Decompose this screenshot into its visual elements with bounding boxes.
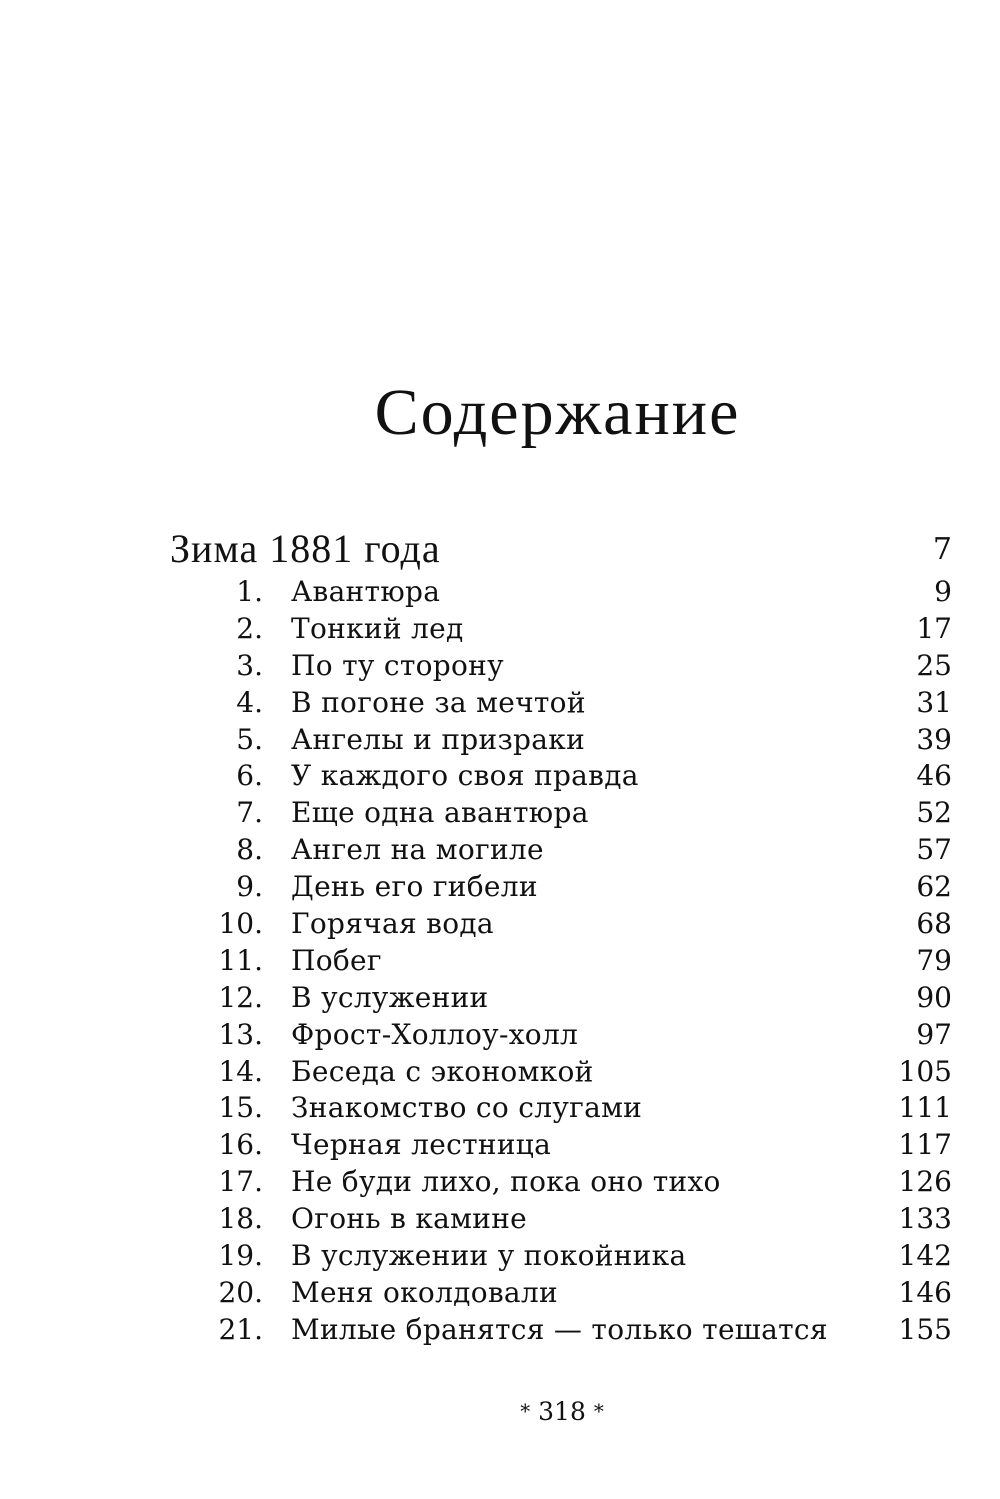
toc-entry — [0, 906, 1000, 943]
toc-entry-page: 52 — [916, 796, 952, 830]
toc-entry-page: 57 — [916, 833, 952, 867]
toc-entry-title: Знакомство со слугами — [291, 1091, 643, 1125]
toc-entry-number: 20. — [218, 1275, 263, 1309]
toc-entry-title: Побег — [291, 943, 382, 977]
toc-entry-title: День его гибели — [291, 870, 538, 904]
toc-entry-title: Ангелы и призраки — [291, 722, 586, 756]
toc-entry-title: Ангел на могиле — [291, 833, 544, 867]
toc-entry-title: Милые бранятся — только тешатся — [291, 1312, 828, 1346]
folio-ornament-right: * — [593, 1399, 604, 1423]
toc-entry-number: 7. — [236, 796, 263, 830]
toc-entry-number: 1. — [236, 575, 263, 608]
toc-entry — [0, 1164, 1000, 1201]
toc-entry-page: 126 — [898, 1165, 952, 1199]
toc-entry-page: 25 — [916, 648, 952, 682]
toc-entry-title: Не буди лихо, пока оно тихо — [291, 1165, 721, 1199]
toc-entry-page: 46 — [916, 759, 952, 793]
page-folio — [0, 1399, 1000, 1424]
toc-entry-page: 146 — [898, 1275, 952, 1309]
toc-section-heading — [170, 527, 952, 577]
section-page-number: 7 — [932, 532, 952, 567]
toc-entry-number: 5. — [236, 722, 263, 756]
toc-entry-number: 4. — [236, 685, 263, 719]
toc-entry-title: Тонкий лед — [291, 611, 464, 645]
toc-list — [0, 574, 1000, 1349]
toc-entry-number: 17. — [218, 1165, 263, 1199]
toc-entry — [0, 943, 1000, 980]
toc-entry-title: В погоне за мечтой — [291, 685, 586, 719]
toc-entry-title: Беседа с экономкой — [291, 1054, 594, 1088]
toc-entry-page: 155 — [898, 1312, 952, 1346]
toc-entry-title: Черная лестница — [291, 1128, 552, 1162]
toc-entry-title: У каждого своя правда — [291, 759, 639, 793]
toc-entry — [0, 1201, 1000, 1238]
toc-entry-title: По ту сторону — [291, 648, 504, 682]
toc-entry — [0, 1127, 1000, 1164]
toc-entry-number: 6. — [236, 759, 263, 793]
toc-entry-number: 15. — [218, 1091, 263, 1125]
toc-entry-page: 17 — [916, 611, 952, 645]
toc-entry-page: 111 — [898, 1091, 952, 1125]
toc-entry — [0, 722, 1000, 759]
toc-entry-title: Огонь в камине — [291, 1202, 528, 1236]
page-title: Содержание — [374, 376, 741, 449]
toc-entry-page: 31 — [916, 685, 952, 719]
toc-entry-title: Меня околдовали — [291, 1275, 558, 1309]
toc-entry — [0, 1017, 1000, 1054]
toc-entry — [0, 1238, 1000, 1275]
toc-entry-number: 13. — [218, 1017, 263, 1051]
toc-entry — [0, 1275, 1000, 1312]
toc-entry — [0, 832, 1000, 869]
toc-entry-number: 10. — [218, 907, 263, 941]
toc-entry-page: 105 — [898, 1054, 952, 1088]
toc-entry-number: 2. — [236, 611, 263, 645]
toc-entry-title: В услужении у покойника — [291, 1239, 687, 1273]
toc-entry-number: 14. — [218, 1054, 263, 1088]
folio-ornament-left: * — [520, 1399, 531, 1423]
toc-entry — [0, 795, 1000, 832]
toc-entry — [0, 869, 1000, 906]
toc-entry — [0, 1054, 1000, 1091]
toc-entry-title: Фрост-Холлоу-холл — [291, 1017, 579, 1051]
toc-entry — [0, 611, 1000, 648]
toc-entry-page: 133 — [898, 1202, 952, 1236]
toc-entry-page: 68 — [916, 907, 952, 941]
toc-entry-page: 90 — [916, 980, 952, 1014]
toc-entry — [0, 685, 1000, 722]
toc-entry-page: 39 — [916, 722, 952, 756]
toc-entry-number: 9. — [236, 870, 263, 904]
toc-entry — [0, 648, 1000, 685]
toc-entry-number: 19. — [218, 1239, 263, 1273]
toc-entry-number: 3. — [236, 648, 263, 682]
toc-entry-page: 97 — [916, 1017, 952, 1051]
toc-entry-title: Горячая вода — [291, 907, 494, 941]
toc-entry — [0, 574, 1000, 611]
toc-entry-number: 18. — [218, 1202, 263, 1236]
toc-entry-page: 62 — [916, 870, 952, 904]
toc-entry-page: 79 — [916, 943, 952, 977]
folio-page-number: 318 — [538, 1397, 586, 1426]
section-title: Зима 1881 года — [170, 526, 441, 571]
toc-entry — [0, 980, 1000, 1017]
toc-entry — [0, 1312, 1000, 1349]
toc-entry-number: 21. — [218, 1312, 263, 1346]
toc-entry-title: Авантюра — [291, 575, 441, 608]
toc-entry — [0, 1090, 1000, 1127]
toc-entry-title: В услужении — [291, 980, 489, 1014]
toc-entry-number: 8. — [236, 833, 263, 867]
toc-entry-number: 11. — [218, 943, 263, 977]
toc-entry-number: 16. — [218, 1128, 263, 1162]
toc-entry-title: Еще одна авантюра — [291, 796, 589, 830]
toc-entry-page: 142 — [898, 1239, 952, 1273]
toc-entry-number: 12. — [218, 980, 263, 1014]
toc-entry — [0, 758, 1000, 795]
toc-entry-page: 9 — [934, 575, 952, 608]
toc-entry-page: 117 — [898, 1128, 952, 1162]
